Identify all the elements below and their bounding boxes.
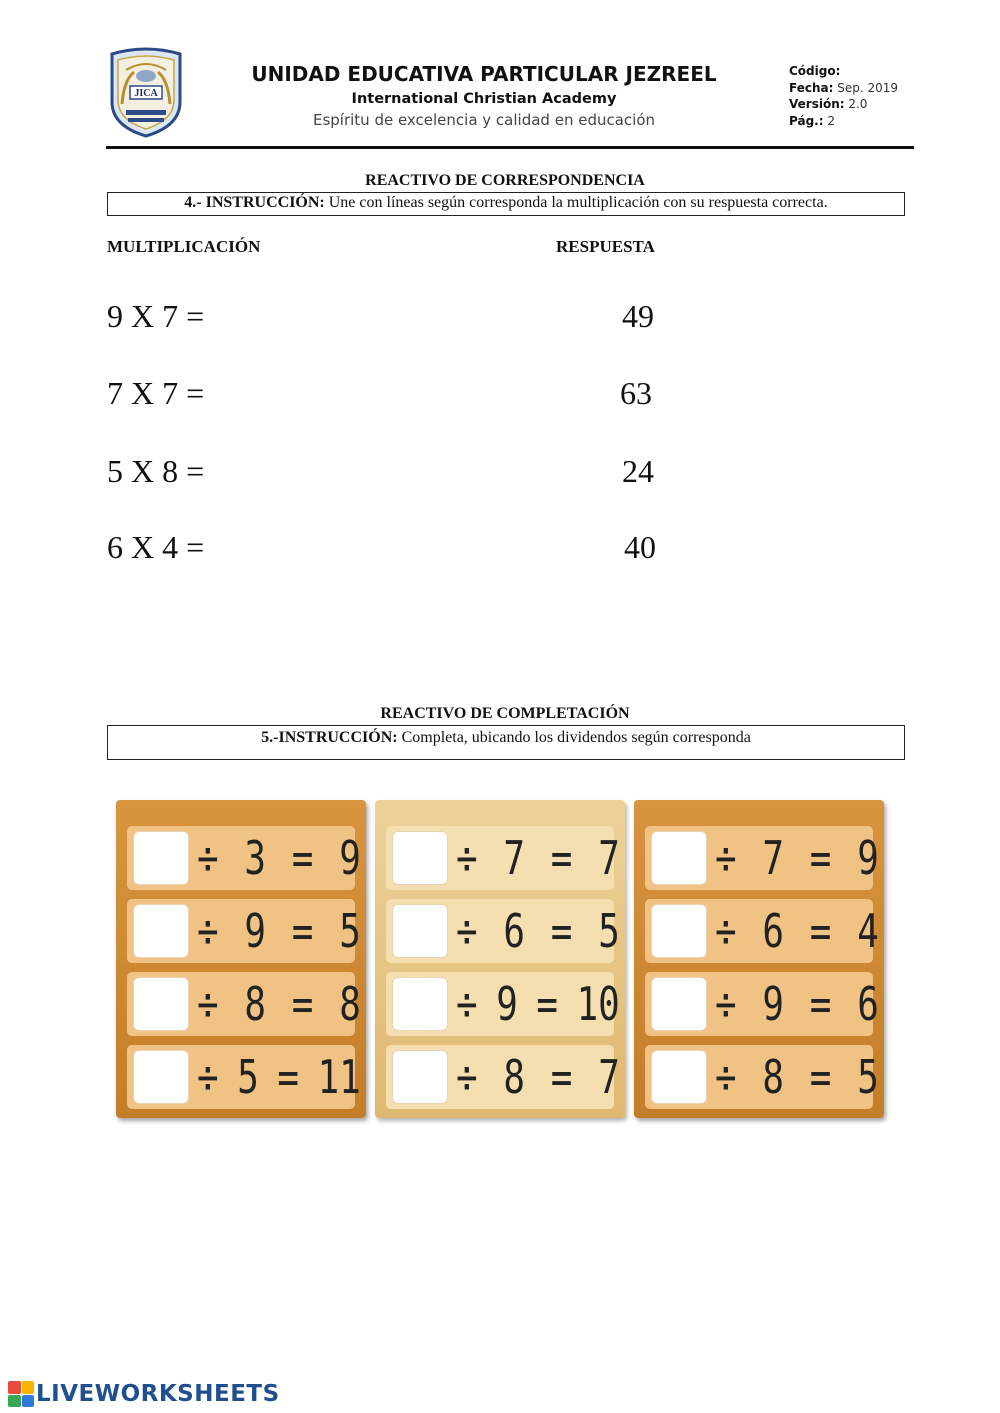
division-row [127, 826, 361, 890]
section5-title: REACTIVO DE COMPLETACIÓN [380, 705, 630, 722]
division-row [127, 899, 361, 963]
multiplication-item[interactable]: 9 X 7 = [107, 298, 205, 334]
division-equation: ÷ 3 = 9 [197, 831, 361, 885]
dividend-blank[interactable] [133, 904, 189, 958]
division-equation: ÷ 9 = 5 [197, 904, 361, 958]
answer-item[interactable]: 49 [622, 298, 654, 334]
dividend-blank[interactable] [392, 904, 448, 958]
column-response: RESPUESTA [556, 237, 655, 256]
version-value: 2.0 [848, 97, 868, 111]
pag-value: 2 [827, 113, 835, 128]
pag-label: Pág.: [789, 113, 824, 128]
division-row [645, 826, 879, 890]
dividend-blank[interactable] [651, 1050, 707, 1104]
division-equation: ÷ 9 = 6 [715, 977, 879, 1031]
fecha-label: Fecha: [789, 80, 834, 95]
division-row [386, 972, 620, 1036]
footer-brand-text: LIVEWORKSHEETS [36, 1381, 280, 1407]
answer-item[interactable]: 40 [624, 529, 656, 565]
section4-instruction-text: Une con líneas según corresponda la multiplicación con su respuesta correcta. [328, 194, 828, 211]
division-row [645, 1045, 879, 1109]
section5-instruction-label: 5.-INSTRUCCIÓN: [261, 729, 398, 746]
svg-text:JICA: JICA [134, 88, 158, 99]
column-multiplication: MULTIPLICACIÓN [107, 237, 261, 256]
answer-item[interactable]: 63 [620, 375, 652, 411]
fecha-value: Sep. 2019 [837, 80, 899, 95]
dividend-blank[interactable] [133, 831, 189, 885]
division-row [127, 1045, 361, 1109]
school-name: UNIDAD EDUCATIVA PARTICULAR JEZREEL [251, 62, 717, 86]
dividend-blank[interactable] [133, 1050, 189, 1104]
document-meta [789, 63, 898, 129]
division-panel-1 [116, 800, 366, 1118]
division-equation: ÷ 8 = 8 [197, 977, 361, 1031]
dividend-blank[interactable] [651, 904, 707, 958]
header-divider [106, 146, 914, 149]
division-equation: ÷ 6 = 4 [715, 904, 879, 958]
division-row [127, 972, 361, 1036]
section4-title: REACTIVO DE CORRESPONDENCIA [365, 172, 645, 189]
division-row [645, 972, 879, 1036]
dividend-blank[interactable] [651, 977, 707, 1031]
division-panel-3 [634, 800, 884, 1118]
codigo-label: Código: [789, 64, 841, 78]
division-equation: ÷ 7 = 9 [715, 831, 879, 885]
multiplication-item[interactable]: 7 X 7 = [107, 375, 205, 411]
dividend-blank[interactable] [651, 831, 707, 885]
section5-instruction [107, 725, 905, 760]
dividend-blank[interactable] [392, 1050, 448, 1104]
dividend-blank[interactable] [133, 977, 189, 1031]
section4-instruction [107, 192, 905, 216]
division-equation: ÷ 5 = 11 [197, 1050, 361, 1104]
division-row [386, 826, 620, 890]
version-label: Versión: [789, 97, 845, 111]
footer-brand [8, 1381, 280, 1407]
division-panel-2 [375, 800, 625, 1118]
division-equation: ÷ 6 = 5 [456, 904, 620, 958]
section4-instruction-label: 4.- INSTRUCCIÓN: [184, 194, 325, 211]
academy-name: International Christian Academy [351, 91, 617, 107]
division-equation: ÷ 7 = 7 [456, 831, 620, 885]
division-row [386, 899, 620, 963]
school-motto: Espíritu de excelencia y calidad en educación [312, 111, 656, 129]
dividend-blank[interactable] [392, 977, 448, 1031]
division-row [386, 1045, 620, 1109]
division-equation: ÷ 8 = 7 [456, 1050, 620, 1104]
division-equation: ÷ 9 = 10 [456, 977, 620, 1031]
answer-item[interactable]: 24 [622, 453, 654, 489]
section5-instruction-text: Completa, ubicando los dividendos según corresponda [401, 729, 751, 746]
division-equation: ÷ 8 = 5 [715, 1050, 879, 1104]
multiplication-item[interactable]: 5 X 8 = [107, 453, 205, 489]
division-row [645, 899, 879, 963]
liveworksheets-logo-icon [8, 1381, 34, 1407]
dividend-blank[interactable] [392, 831, 448, 885]
multiplication-item[interactable]: 6 X 4 = [107, 529, 205, 565]
